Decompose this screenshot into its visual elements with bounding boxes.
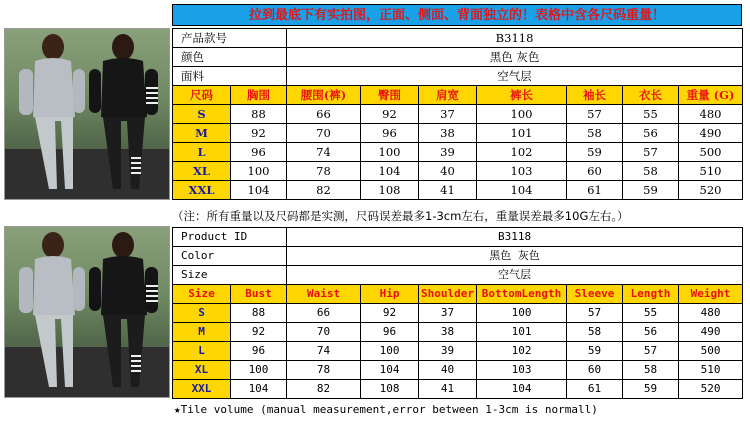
info-row xyxy=(173,29,743,48)
column-header: Bust xyxy=(231,285,287,304)
table-cell: 108 xyxy=(361,181,419,200)
column-header: 肩宽 xyxy=(419,86,477,105)
info-row xyxy=(173,228,743,247)
table-cell: 61 xyxy=(567,181,623,200)
table-cell: 56 xyxy=(623,323,679,342)
table-cell: 92 xyxy=(361,105,419,124)
table-cell: 96 xyxy=(231,143,287,162)
table-cell: 82 xyxy=(287,380,361,399)
column-header: 尺码 xyxy=(173,86,231,105)
table-cell: 70 xyxy=(287,323,361,342)
table-cell: 100 xyxy=(477,304,567,323)
column-header: 臀围 xyxy=(361,86,419,105)
table-cell: 41 xyxy=(419,181,477,200)
table-cell: 59 xyxy=(623,181,679,200)
table-cell: 57 xyxy=(623,143,679,162)
table-cell: 104 xyxy=(477,181,567,200)
table-cell: 102 xyxy=(477,143,567,162)
table-cell: 480 xyxy=(679,304,743,323)
table-cell: 61 xyxy=(567,380,623,399)
column-header: Waist xyxy=(287,285,361,304)
info-label: 面料 xyxy=(173,67,287,86)
column-header: 重量 (G) xyxy=(679,86,743,105)
table-cell: 520 xyxy=(679,181,743,200)
column-header: Sleeve xyxy=(567,285,623,304)
info-rows xyxy=(173,228,743,285)
table-cell: 78 xyxy=(287,361,361,380)
info-label: Size xyxy=(173,266,287,285)
table-cell: 490 xyxy=(679,124,743,143)
table-cell: 92 xyxy=(361,304,419,323)
table-cell: 510 xyxy=(679,361,743,380)
column-header: 腰围(裤) xyxy=(287,86,361,105)
size-rows xyxy=(173,285,743,399)
table-cell: 41 xyxy=(419,380,477,399)
table-cell: 55 xyxy=(623,105,679,124)
product-photo xyxy=(4,226,170,398)
table-cell: 103 xyxy=(477,361,567,380)
table-cell: 66 xyxy=(287,304,361,323)
info-rows xyxy=(173,29,743,86)
table-cell: 60 xyxy=(567,361,623,380)
table-cell: 40 xyxy=(419,361,477,380)
table-cell: 57 xyxy=(567,304,623,323)
info-value: 空气层 xyxy=(287,266,743,285)
size-label: L xyxy=(173,143,231,162)
column-header: Length xyxy=(623,285,679,304)
table-cell: 100 xyxy=(231,162,287,181)
column-header: Size xyxy=(173,285,231,304)
info-label: 产品款号 xyxy=(173,29,287,48)
table-cell: 96 xyxy=(361,323,419,342)
table-row xyxy=(173,380,743,399)
size-label: XL xyxy=(173,162,231,181)
table-row xyxy=(173,105,743,124)
table-cell: 92 xyxy=(231,323,287,342)
table-cell: 100 xyxy=(231,361,287,380)
table-cell: 58 xyxy=(567,124,623,143)
table-row xyxy=(173,124,743,143)
size-label: M xyxy=(173,323,231,342)
table-cell: 104 xyxy=(477,380,567,399)
size-label: XL xyxy=(173,361,231,380)
table-cell: 104 xyxy=(361,361,419,380)
column-header: 袖长 xyxy=(567,86,623,105)
column-header: 胸围 xyxy=(231,86,287,105)
table-cell: 100 xyxy=(361,342,419,361)
table-header-row xyxy=(173,285,743,304)
table-cell: 74 xyxy=(287,143,361,162)
table-cell: 104 xyxy=(231,380,287,399)
table-cell: 101 xyxy=(477,124,567,143)
table-cell: 66 xyxy=(287,105,361,124)
table-cell: 37 xyxy=(419,105,477,124)
table-cell: 39 xyxy=(419,342,477,361)
table-cell: 100 xyxy=(477,105,567,124)
measurement-note: ★Tile volume (manual measurement,error between 1-3cm is normall) xyxy=(174,403,598,416)
info-row xyxy=(173,266,743,285)
column-header: 衣长 xyxy=(623,86,679,105)
size-table-cn xyxy=(172,28,743,200)
table-cell: 101 xyxy=(477,323,567,342)
table-cell: 100 xyxy=(361,143,419,162)
info-row xyxy=(173,48,743,67)
table-cell: 37 xyxy=(419,304,477,323)
table-cell: 108 xyxy=(361,380,419,399)
info-label: Product ID xyxy=(173,228,287,247)
info-value: 空气层 xyxy=(287,67,743,86)
column-header: 裤长 xyxy=(477,86,567,105)
table-cell: 104 xyxy=(361,162,419,181)
info-value: 黑色 灰色 xyxy=(287,247,743,266)
size-label: S xyxy=(173,105,231,124)
promo-banner: 拉到最底下有实拍图，正面、侧面、背面独立的！表格中含各尺码重量！ xyxy=(172,4,742,26)
info-row xyxy=(173,247,743,266)
table-cell: 57 xyxy=(623,342,679,361)
table-cell: 500 xyxy=(679,143,743,162)
table-row xyxy=(173,304,743,323)
table-cell: 96 xyxy=(361,124,419,143)
table-row xyxy=(173,181,743,200)
column-header: Shoulder xyxy=(419,285,477,304)
column-header: Weight xyxy=(679,285,743,304)
table-cell: 70 xyxy=(287,124,361,143)
table-row xyxy=(173,342,743,361)
table-cell: 92 xyxy=(231,124,287,143)
size-label: S xyxy=(173,304,231,323)
table-cell: 78 xyxy=(287,162,361,181)
table-row xyxy=(173,143,743,162)
table-cell: 58 xyxy=(567,323,623,342)
size-label: XXL xyxy=(173,181,231,200)
table-cell: 82 xyxy=(287,181,361,200)
table-cell: 59 xyxy=(567,342,623,361)
product-photo xyxy=(4,28,170,200)
table-cell: 40 xyxy=(419,162,477,181)
info-label: 颜色 xyxy=(173,48,287,67)
table-cell: 520 xyxy=(679,380,743,399)
table-cell: 500 xyxy=(679,342,743,361)
table-cell: 60 xyxy=(567,162,623,181)
table-cell: 480 xyxy=(679,105,743,124)
size-label: L xyxy=(173,342,231,361)
table-cell: 510 xyxy=(679,162,743,181)
size-label: M xyxy=(173,124,231,143)
table-cell: 58 xyxy=(623,361,679,380)
table-cell: 38 xyxy=(419,124,477,143)
table-cell: 74 xyxy=(287,342,361,361)
table-row xyxy=(173,361,743,380)
table-cell: 104 xyxy=(231,181,287,200)
info-row xyxy=(173,67,743,86)
table-cell: 88 xyxy=(231,304,287,323)
info-value: B3118 xyxy=(287,228,743,247)
table-cell: 57 xyxy=(567,105,623,124)
info-value: B3118 xyxy=(287,29,743,48)
table-cell: 96 xyxy=(231,342,287,361)
table-cell: 490 xyxy=(679,323,743,342)
column-header: Hip xyxy=(361,285,419,304)
size-table-en xyxy=(172,227,743,399)
table-cell: 103 xyxy=(477,162,567,181)
table-cell: 55 xyxy=(623,304,679,323)
table-row xyxy=(173,323,743,342)
table-cell: 39 xyxy=(419,143,477,162)
measurement-note: （注：所有重量以及尺码都是实测，尺码误差最多1-3cm左右，重量误差最多10G左右。） xyxy=(172,209,629,223)
table-cell: 59 xyxy=(567,143,623,162)
table-cell: 56 xyxy=(623,124,679,143)
table-cell: 102 xyxy=(477,342,567,361)
info-label: Color xyxy=(173,247,287,266)
table-cell: 59 xyxy=(623,380,679,399)
table-row xyxy=(173,162,743,181)
size-rows xyxy=(173,86,743,200)
column-header: BottomLength xyxy=(477,285,567,304)
table-cell: 58 xyxy=(623,162,679,181)
table-cell: 38 xyxy=(419,323,477,342)
table-cell: 88 xyxy=(231,105,287,124)
info-value: 黑色 灰色 xyxy=(287,48,743,67)
size-label: XXL xyxy=(173,380,231,399)
table-header-row xyxy=(173,86,743,105)
